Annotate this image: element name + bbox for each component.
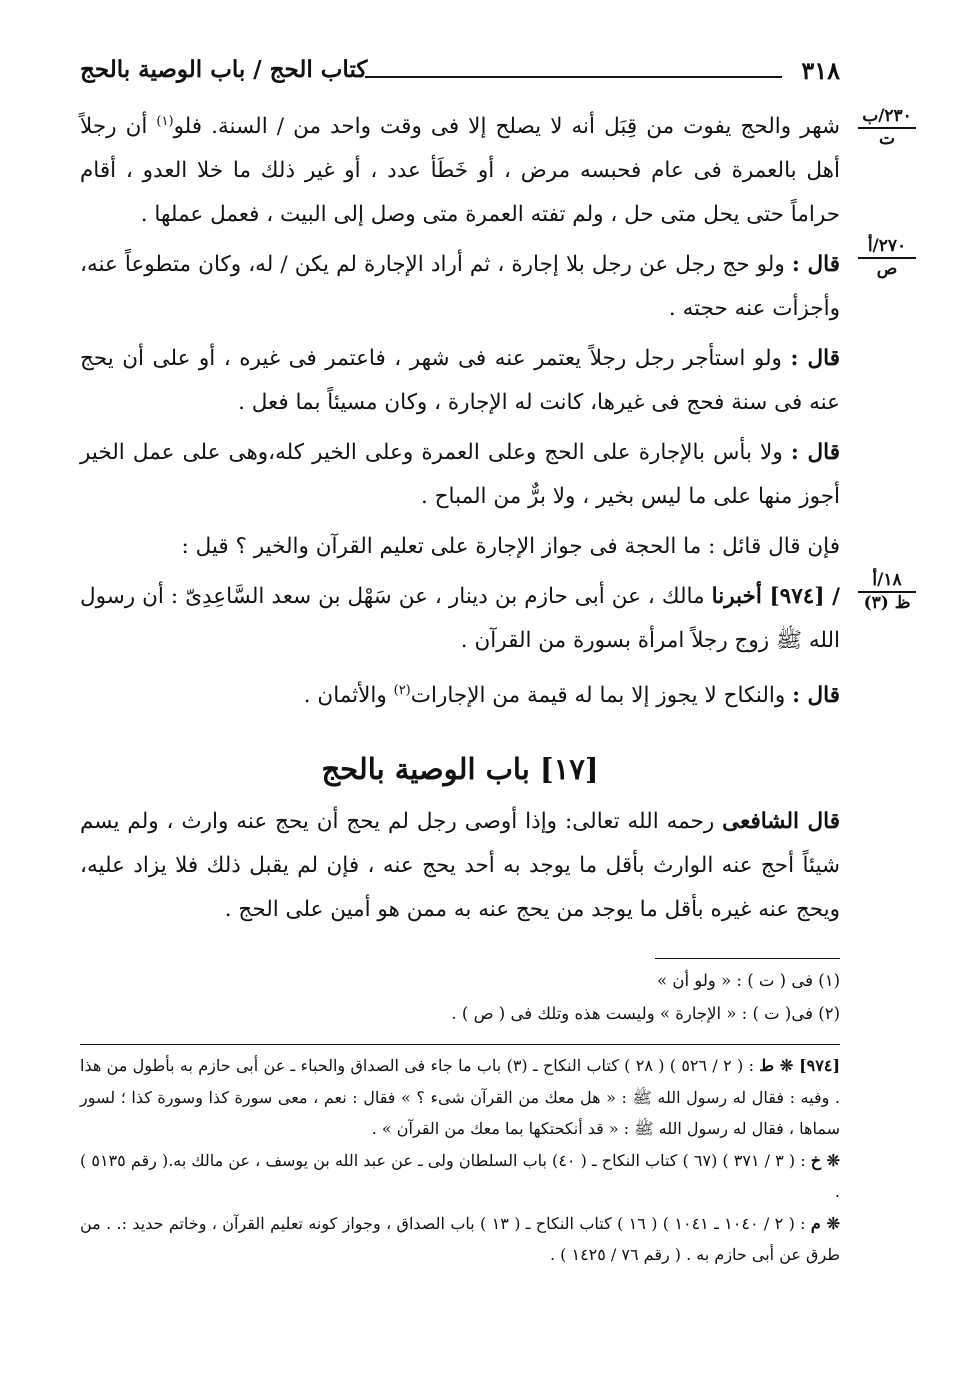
paragraph-1: [80, 100, 840, 237]
source-mark: ❊ خ: [810, 1150, 841, 1170]
source-entry-2: [80, 1145, 840, 1208]
paragraph-5: [80, 525, 840, 569]
page-number: ٣١٨: [801, 56, 840, 85]
paragraph-3: [80, 337, 840, 425]
source-text: : ( ٢ / ١٠٤٠ ـ ١٠٤١ ) ( ١٦ ) كتاب النكاح ـ ( ١٣ ) باب الصداق ، وجواز كونه تعليم القرآن ، وخاتم حديد :. . من طرق عن أبى حازم به . ( رقم ٧٦ / ١٤٢٥ ) .: [80, 1213, 840, 1264]
hadith-number-label: / [٩٧٤] أخبرنا: [711, 584, 841, 610]
margin-ref-manuscript: ص: [876, 259, 898, 279]
margin-reference-2: [858, 236, 916, 279]
running-title: كتاب الحج / باب الوصية بالحج: [80, 56, 368, 83]
chapter-text: [80, 800, 840, 938]
paragraph-text-continued: والأثمان .: [303, 683, 394, 709]
footnote-rule: [655, 958, 840, 959]
hadith-sources: [80, 1050, 840, 1271]
source-entry-1: [80, 1050, 840, 1145]
paragraph-2: [80, 243, 840, 331]
paragraph-text: والنكاح لا يجوز إلا بما له قيمة من الإجارات: [410, 683, 793, 709]
paragraph-text: رحمه الله تعالى: وإذا أوصى رجل لم يحج أن يحج عنه وارث ، ولم يسم شيئاً أحج عنه الوارث بأقل ما يوجد به أحد يحج عنه ، فإن لم يقبل ذلك فلا يزاد عليه، ويحج عنه غيره بأقل ما يوجد من يحج عنه به ممن هو أمين على الحج .: [80, 809, 840, 922]
paragraph-text-continued: أن رجلاً أهل بالعمرة فى عام فحبسه مرض ، أو خَطَأ عدد ، أو غير ذلك ما خلا العدو ، أقام حراماً حتى يحل متى حل ، ولم تفته العمرة متى وصل إلى البيت ، فعمل عملها .: [80, 114, 840, 228]
margin-ref-manuscript: ت: [878, 129, 895, 149]
source-mark: [٩٧٤] ❊ ط: [759, 1056, 841, 1075]
paragraph-text: فإن قال قائل : ما الحجة فى جواز الإجارة على تعليم القرآن والخير ؟ قيل :: [181, 534, 840, 560]
margin-reference-3: [858, 570, 916, 613]
margin-ref-folio: ٢٣٠/ب: [858, 106, 916, 129]
margin-ref-folio: ١٨/أ: [858, 570, 916, 593]
paragraph-6-hadith: [80, 575, 840, 663]
speaker-label: قال :: [792, 683, 840, 709]
speaker-label: قال :: [791, 252, 840, 278]
chapter-paragraph: [80, 800, 840, 932]
footnote-marker: (٢): [393, 683, 411, 699]
margin-ref-manuscript: ظ (٣): [863, 593, 911, 613]
main-text: [80, 100, 840, 724]
sources-rule: [80, 1044, 840, 1045]
speaker-label: قال الشافعى: [722, 809, 840, 834]
source-entry-3: [80, 1208, 840, 1271]
footnote-1: (١) فى ( ت ) : « ولو أن »: [657, 971, 840, 990]
margin-ref-folio: ٢٧٠/أ: [858, 236, 916, 259]
paragraph-text: ولا بأس بالإجارة على الحج وعلى العمرة وعلى الخير كله،وهى على عمل الخير أجوز منها على ما ليس بخير ، ولا برٌّ من المباح .: [80, 440, 840, 510]
footnote-2: (٢) فى( ت ) : « الإجارة » وليست هذه وتلك فى ( ص ) .: [451, 1004, 840, 1023]
speaker-label: قال :: [790, 440, 840, 466]
paragraph-7: [80, 669, 840, 718]
footnote-marker: (١): [156, 114, 174, 129]
paragraph-4: [80, 431, 840, 519]
paragraph-text: ولو استأجر رجل رجلاً يعتمر عنه فى شهر ، فاعتمر فى غيره ، أو على أن يحج عنه فى سنة فحج فى غيرها، كانت له الإجارة ، وكان مسيئاً بما فعل .: [80, 346, 840, 416]
paragraph-text: شهر والحج يفوت من قِبَل أنه لا يصلح إلا فى وقت واحد من / السنة. فلو: [173, 114, 840, 140]
speaker-label: قال :: [790, 346, 841, 372]
margin-reference-1: [858, 106, 916, 149]
paragraph-text: مالك ، عن أبى حازم بن دينار ، عن سَهْل بن سعد السَّاعِدِىّ : أن رسول الله ﷺ زوج رجلاً امرأة بسورة من القرآن .: [80, 584, 840, 654]
source-text: : ( ٢ / ٥٢٦ ) ( ٢٨ ) كتاب النكاح ـ (٣) باب ما جاء فى الصداق والحباء ـ عن أبى حازم به بأطول من هذا . وفيه : فقال له رسول الله ﷺ : « هل معك من القرآن شىء ؟ » فقال : نعم ، معى سورة كذا وسورة كذا ؛ لسور سماها ، فقال له رسول الله ﷺ : « قد أنكحتكها بما معك من القرآن » .: [80, 1056, 840, 1138]
chapter-heading: [١٧] باب الوصية بالحج: [321, 752, 599, 786]
paragraph-text: ولو حج رجل عن رجل بلا إجارة ، ثم أراد الإجارة لم يكن / له، وكان متطوعاً عنه، وأجزأت عنه حجته .: [80, 252, 840, 322]
header-rule: [365, 76, 782, 78]
page-header: [80, 56, 840, 90]
footnotes: [80, 964, 840, 1030]
source-mark: ❊ م: [810, 1213, 841, 1233]
source-text: : ( ٣ / ٣٧١ ) (٦٧ ) كتاب النكاح ـ ( ٤٠) باب السلطان ولى ـ عن عبد الله بن يوسف ، عن مالك به.( رقم ٥١٣٥ ) .: [80, 1150, 840, 1201]
